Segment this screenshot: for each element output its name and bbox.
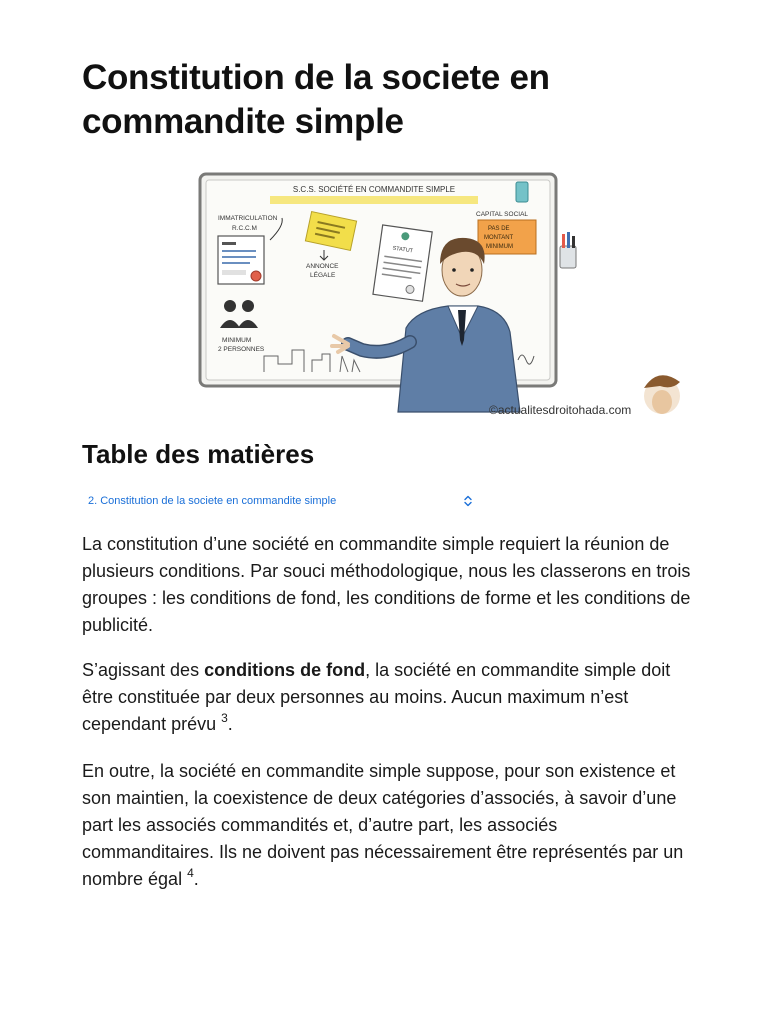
avatar-icon [644,375,680,414]
label-minimum: MINIMUM [222,337,252,344]
board-title: S.C.S. SOCIÉTÉ EN COMMANDITE SIMPLE [292,185,456,194]
footnote-ref-3[interactable]: 3 [221,711,228,725]
paragraph-2: S’agissant des conditions de fond, la société en commandite simple doit être constituée par deux personnes au moins. Aucun maximum n’est cependant prévu $^3$. [82,660,671,734]
article-illustration [192,160,692,425]
svg-text:PAS DE: PAS DE [488,226,510,232]
footnote-ref-4[interactable]: 4 [187,866,194,880]
pencil-cup-icon [560,232,576,268]
label-statut: STATUT [392,245,414,255]
paragraph-1: La constitution d’une société en commandite simple requiert la réunion de plusieurs conditions. Par souci méthodologique, nous les classerons en trois groupes : les conditions de fond, les conditions de forme et les conditions de publicité. [82,534,691,635]
label-immatriculation: IMMATRICULATION [218,215,278,222]
orange-note-icon [478,220,536,254]
paragraph-3: En outre, la société en commandite simple suppose, pour son existence et son maintien, la coexistence de deux catégories d’associés, à savoir d’une part les associés commandités et, d’autre part, les associés commanditaires. Ils ne doivent pas nécessairement être représentés par un nombre égal $^4$. [82,761,684,889]
bold-conditions-de-fond: conditions de fond [204,660,366,680]
toc-heading: Table des matières [82,439,315,469]
statute-document-icon [373,225,432,301]
image-credit: ©actualitesdroitohada.com [489,403,632,417]
toc-dropdown[interactable] [82,489,478,513]
label-legale: LÉGALE [310,272,336,279]
label-personnes: 2 PERSONNES [218,346,265,353]
label-rccm: R.C.C.M [232,225,257,232]
chevron-updown-icon [462,494,474,508]
label-capital: CAPITAL SOCIAL [476,211,529,218]
document-icon [218,236,264,284]
svg-text:MINIMUM: MINIMUM [486,244,513,250]
svg-text:MONTANT: MONTANT [484,235,514,241]
label-annonce: ANNONCE [306,263,339,270]
toc-selected-item: 2. Constitution de la societe en commandite simple [88,495,337,507]
page-title: Constitution de la societe en commandite simple [82,58,550,141]
